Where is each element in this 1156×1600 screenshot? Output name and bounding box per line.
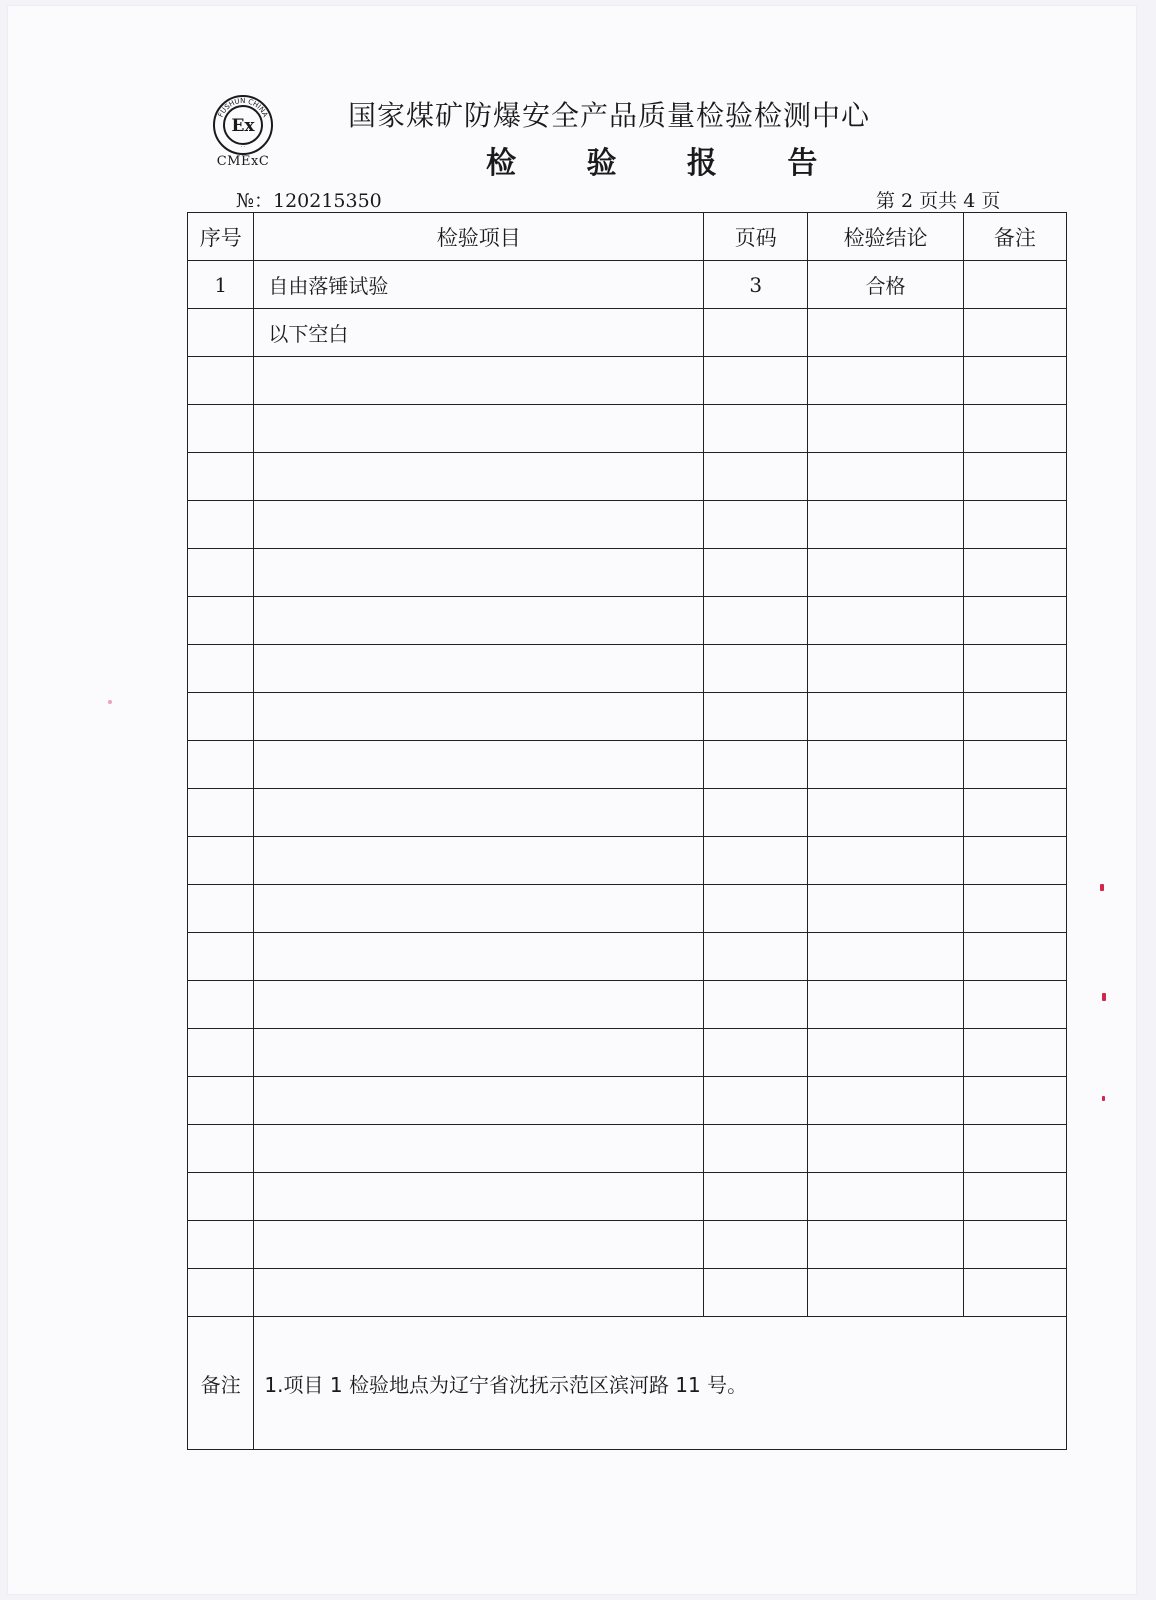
cell-seq xyxy=(188,549,254,597)
cell-item xyxy=(254,1125,704,1173)
cell-seq xyxy=(188,501,254,549)
cell-note xyxy=(963,549,1066,597)
cell-seq xyxy=(188,933,254,981)
cell-note xyxy=(963,453,1066,501)
cell-page xyxy=(704,837,808,885)
cell-page xyxy=(704,789,808,837)
remark-label: 备注 xyxy=(188,1317,254,1450)
cell-result xyxy=(808,549,963,597)
table-row xyxy=(188,741,1067,789)
cell-item xyxy=(254,789,704,837)
svg-text:FUSHUN CHINA: FUSHUN CHINA xyxy=(216,96,270,119)
cell-result xyxy=(808,1077,963,1125)
cell-seq xyxy=(188,309,254,357)
cell-seq xyxy=(188,1125,254,1173)
cell-page xyxy=(704,405,808,453)
column-header-page: 页码 xyxy=(704,213,808,261)
cell-seq xyxy=(188,1173,254,1221)
cell-item xyxy=(254,933,704,981)
page-indicator: 第 2 页共 4 页 xyxy=(876,190,1001,212)
cell-result xyxy=(808,789,963,837)
cell-note xyxy=(963,741,1066,789)
cell-note xyxy=(963,1173,1066,1221)
cell-item xyxy=(254,501,704,549)
column-header-item: 检验项目 xyxy=(254,213,704,261)
cell-page xyxy=(704,1269,808,1317)
cmexc-logo xyxy=(210,94,276,169)
column-header-result: 检验结论 xyxy=(808,213,963,261)
cell-result xyxy=(808,597,963,645)
cell-page xyxy=(704,1221,808,1269)
cell-page xyxy=(704,741,808,789)
table-row xyxy=(188,1221,1067,1269)
cell-page xyxy=(704,357,808,405)
cell-note xyxy=(963,789,1066,837)
cell-note xyxy=(963,309,1066,357)
cell-seq xyxy=(188,597,254,645)
cell-item: 以下空白 xyxy=(254,309,704,357)
table-row xyxy=(188,645,1067,693)
cell-item: 自由落锤试验 xyxy=(254,261,704,309)
cell-item xyxy=(254,837,704,885)
cell-seq xyxy=(188,693,254,741)
cell-result xyxy=(808,405,963,453)
cell-page xyxy=(704,885,808,933)
cell-page xyxy=(704,1029,808,1077)
cell-note xyxy=(963,1125,1066,1173)
cell-item xyxy=(254,1077,704,1125)
cell-page: 3 xyxy=(704,261,808,309)
cell-seq xyxy=(188,741,254,789)
cell-item xyxy=(254,741,704,789)
column-header-note: 备注 xyxy=(963,213,1066,261)
table-row xyxy=(188,837,1067,885)
cell-result xyxy=(808,453,963,501)
cell-item xyxy=(254,453,704,501)
report-title: 检 验 报 告 xyxy=(486,146,848,181)
cell-note xyxy=(963,645,1066,693)
cell-note xyxy=(963,981,1066,1029)
scan-speck xyxy=(108,700,112,704)
cell-page xyxy=(704,453,808,501)
table-row xyxy=(188,1077,1067,1125)
cell-page xyxy=(704,645,808,693)
cell-result xyxy=(808,357,963,405)
table-row xyxy=(188,1125,1067,1173)
cell-note xyxy=(963,501,1066,549)
cell-result xyxy=(808,1029,963,1077)
cell-item xyxy=(254,357,704,405)
cell-item xyxy=(254,405,704,453)
svg-text:Ex: Ex xyxy=(231,116,255,136)
report-number: №：120215350 xyxy=(236,190,382,212)
table-body xyxy=(188,261,1067,1317)
column-header-seq: 序号 xyxy=(188,213,254,261)
cell-item xyxy=(254,885,704,933)
cell-result xyxy=(808,741,963,789)
cell-item xyxy=(254,1173,704,1221)
table-row xyxy=(188,789,1067,837)
table-row xyxy=(188,357,1067,405)
table-row xyxy=(188,693,1067,741)
scan-speck xyxy=(1100,884,1104,891)
cell-result: 合格 xyxy=(808,261,963,309)
cell-page xyxy=(704,501,808,549)
cell-item xyxy=(254,549,704,597)
cell-seq xyxy=(188,885,254,933)
table-row xyxy=(188,1029,1067,1077)
cell-note xyxy=(963,1077,1066,1125)
cell-item xyxy=(254,597,704,645)
cell-note xyxy=(963,837,1066,885)
cell-seq xyxy=(188,1221,254,1269)
cell-page xyxy=(704,1173,808,1221)
logo-caption: CMExC xyxy=(216,154,270,169)
cell-note xyxy=(963,1269,1066,1317)
table-row xyxy=(188,453,1067,501)
cell-seq xyxy=(188,1269,254,1317)
table-row xyxy=(188,549,1067,597)
cell-result xyxy=(808,309,963,357)
inspection-table xyxy=(187,212,1067,1450)
cell-result xyxy=(808,1221,963,1269)
org-title: 国家煤矿防爆安全产品质量检验检测中心 xyxy=(348,99,871,132)
cell-seq xyxy=(188,645,254,693)
cell-result xyxy=(808,837,963,885)
cell-note xyxy=(963,261,1066,309)
table-row xyxy=(188,1269,1067,1317)
table-row xyxy=(188,597,1067,645)
cell-page xyxy=(704,597,808,645)
cell-page xyxy=(704,933,808,981)
cell-page xyxy=(704,549,808,597)
cell-page xyxy=(704,1125,808,1173)
table-header-row xyxy=(188,213,1067,261)
cell-seq xyxy=(188,1077,254,1125)
table-row xyxy=(188,309,1067,357)
cell-seq: 1 xyxy=(188,261,254,309)
cell-page xyxy=(704,693,808,741)
cell-note xyxy=(963,933,1066,981)
scan-speck xyxy=(1102,993,1106,1001)
table-row xyxy=(188,933,1067,981)
cell-item xyxy=(254,1269,704,1317)
cell-result xyxy=(808,885,963,933)
table-row xyxy=(188,261,1067,309)
table-row xyxy=(188,885,1067,933)
cell-result xyxy=(808,1173,963,1221)
cell-page xyxy=(704,1077,808,1125)
cell-item xyxy=(254,1221,704,1269)
cell-item xyxy=(254,693,704,741)
cell-note xyxy=(963,885,1066,933)
remark-text: 1.项目 1 检验地点为辽宁省沈抚示范区滨河路 11 号。 xyxy=(254,1317,1067,1450)
table-row xyxy=(188,1173,1067,1221)
cell-item xyxy=(254,1029,704,1077)
cell-note xyxy=(963,405,1066,453)
table-row xyxy=(188,501,1067,549)
cell-result xyxy=(808,693,963,741)
cell-seq xyxy=(188,789,254,837)
scan-speck xyxy=(1102,1096,1105,1101)
cell-note xyxy=(963,357,1066,405)
cell-note xyxy=(963,1029,1066,1077)
cell-note xyxy=(963,693,1066,741)
report-page xyxy=(8,6,1136,1594)
table-row xyxy=(188,405,1067,453)
cell-result xyxy=(808,981,963,1029)
cell-result xyxy=(808,933,963,981)
cell-item xyxy=(254,981,704,1029)
cell-page xyxy=(704,981,808,1029)
cell-note xyxy=(963,1221,1066,1269)
cell-seq xyxy=(188,405,254,453)
cell-seq xyxy=(188,357,254,405)
cell-note xyxy=(963,597,1066,645)
cell-result xyxy=(808,1125,963,1173)
cell-seq xyxy=(188,453,254,501)
cell-result xyxy=(808,501,963,549)
cell-seq xyxy=(188,1029,254,1077)
cell-result xyxy=(808,1269,963,1317)
ex-seal-icon xyxy=(212,94,274,156)
cell-seq xyxy=(188,837,254,885)
table-row xyxy=(188,981,1067,1029)
svg-text:· ·: · · xyxy=(240,144,246,150)
cell-item xyxy=(254,645,704,693)
cell-result xyxy=(808,645,963,693)
remark-row xyxy=(188,1317,1067,1450)
cell-page xyxy=(704,309,808,357)
cell-seq xyxy=(188,981,254,1029)
